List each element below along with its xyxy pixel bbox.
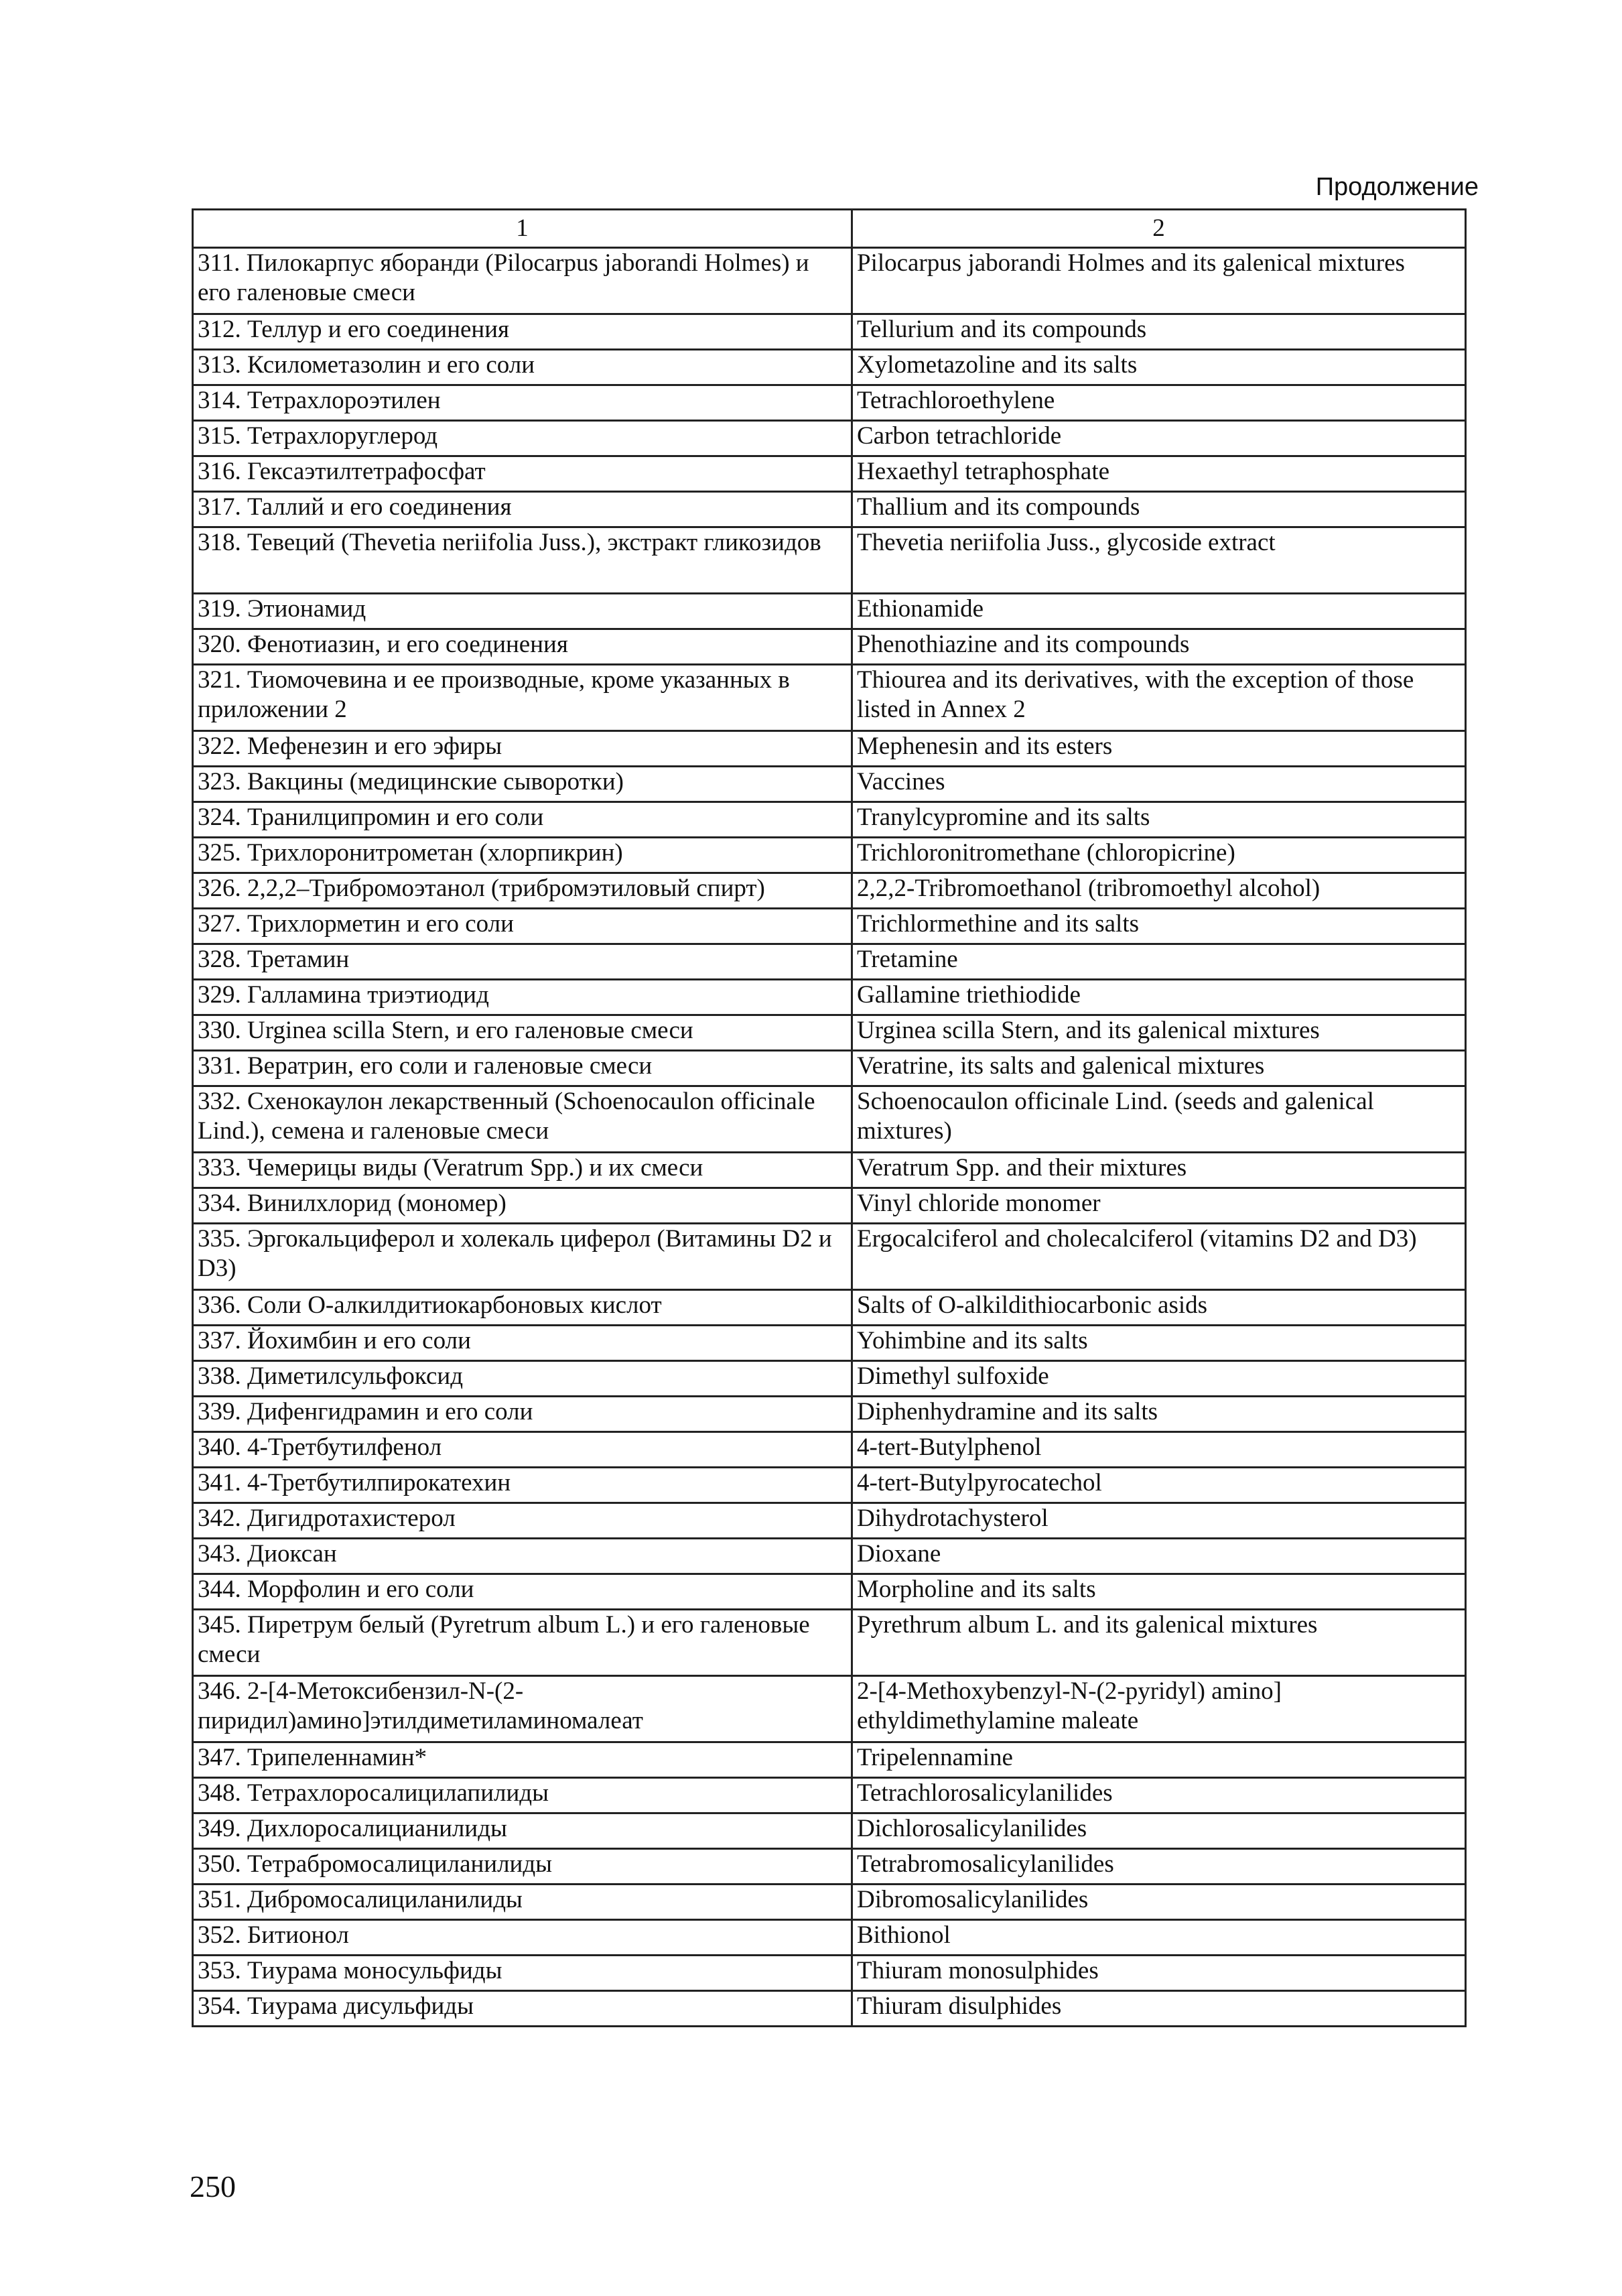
cell-english-name: Thiuram disulphides [852, 1991, 1466, 2027]
page-number: 250 [190, 2169, 236, 2204]
cell-russian-name: 351. Дибромосалициланилиды [193, 1885, 852, 1920]
table-row [193, 248, 1466, 314]
cell-russian-name: 337. Йохимбин и его соли [193, 1326, 852, 1361]
cell-russian-name: 354. Тиурама дисульфиды [193, 1991, 852, 2027]
cell-english-name: Salts of O-alkildithiocarbonic asids [852, 1290, 1466, 1326]
cell-russian-name: 324. Транилципромин и его соли [193, 802, 852, 838]
cell-russian-name: 313. Ксилометазолин и его соли [193, 350, 852, 385]
cell-russian-name: 353. Тиурама моносульфиды [193, 1956, 852, 1991]
cell-russian-name: 317. Таллий и его соединения [193, 492, 852, 527]
cell-english-name: Dihydrotachysterol [852, 1503, 1466, 1539]
table-body [193, 248, 1466, 2027]
cell-russian-name: 322. Мефенезин и его эфиры [193, 731, 852, 767]
cell-english-name: Trichloronitromethane (chloropicrine) [852, 838, 1466, 873]
cell-russian-name: 339. Дифенгидрамин и его соли [193, 1397, 852, 1432]
table-row [193, 385, 1466, 421]
cell-russian-name: 344. Морфолин и его соли [193, 1574, 852, 1610]
cell-english-name: Vaccines [852, 767, 1466, 802]
table-row [193, 492, 1466, 527]
table-row [193, 1326, 1466, 1361]
table-row [193, 1991, 1466, 2027]
cell-english-name: Schoenocaulon officinale Lind. (seeds and galenical mixtures) [852, 1086, 1466, 1153]
cell-russian-name: 350. Тетрабромосалициланилиды [193, 1849, 852, 1885]
cell-english-name: Dioxane [852, 1539, 1466, 1574]
cell-russian-name: 348. Тетрахлоросалицилапилиды [193, 1778, 852, 1813]
cell-russian-name: 323. Вакцины (медицинские сыворотки) [193, 767, 852, 802]
cell-english-name: 4-tert-Butylpyrocatechol [852, 1468, 1466, 1503]
table-row [193, 1188, 1466, 1224]
cell-english-name: Veratrine, its salts and galenical mixtures [852, 1051, 1466, 1086]
table-row [193, 456, 1466, 492]
cell-russian-name: 334. Винилхлорид (мономер) [193, 1188, 852, 1224]
cell-russian-name: 329. Галламина триэтиодид [193, 980, 852, 1015]
cell-english-name: Mephenesin and its esters [852, 731, 1466, 767]
cell-english-name: Ergocalciferol and cholecalciferol (vitamins D2 and D3) [852, 1224, 1466, 1290]
cell-english-name: Hexaethyl tetraphosphate [852, 456, 1466, 492]
table-row [193, 350, 1466, 385]
cell-russian-name: 333. Чемерицы виды (Veratrum Spp.) и их смеси [193, 1153, 852, 1188]
cell-russian-name: 326. 2,2,2–Трибромоэтанол (трибромэтиловый спирт) [193, 873, 852, 909]
table-row [193, 838, 1466, 873]
cell-english-name: Tretamine [852, 944, 1466, 980]
table-row [193, 731, 1466, 767]
cell-english-name: Pyrethrum album L. and its galenical mixtures [852, 1610, 1466, 1676]
table-row [193, 1468, 1466, 1503]
cell-english-name: Carbon tetrachloride [852, 421, 1466, 456]
cell-russian-name: 332. Схенокаулон лекарственный (Schoenocaulon officinale Lind.), семена и галеновые смеси [193, 1086, 852, 1153]
cell-russian-name: 311. Пилокарпус яборанди (Pilocarpus jaborandi Holmes) и его галеновые смеси [193, 248, 852, 314]
table-row [193, 1539, 1466, 1574]
table-row [193, 1503, 1466, 1539]
cell-english-name: Thallium and its compounds [852, 492, 1466, 527]
substances-table [192, 208, 1467, 2027]
cell-english-name: Thiuram monosulphides [852, 1956, 1466, 1991]
cell-russian-name: 335. Эргокальциферол и холекаль циферол (Витамины D2 и D3) [193, 1224, 852, 1290]
table-row [193, 421, 1466, 456]
cell-english-name: Xylometazoline and its salts [852, 350, 1466, 385]
cell-russian-name: 343. Диоксан [193, 1539, 852, 1574]
table-row [193, 1397, 1466, 1432]
table-row [193, 629, 1466, 665]
table-header [193, 210, 1466, 248]
table-row [193, 873, 1466, 909]
table-row [193, 1849, 1466, 1885]
cell-russian-name: 347. Трипеленнамин* [193, 1742, 852, 1778]
cell-russian-name: 316. Гексаэтилтетрафосфат [193, 456, 852, 492]
cell-russian-name: 330. Urginea scilla Stern, и его галеновые смеси [193, 1015, 852, 1051]
cell-russian-name: 352. Битионол [193, 1920, 852, 1956]
cell-english-name: Vinyl chloride monomer [852, 1188, 1466, 1224]
cell-english-name: Morpholine and its salts [852, 1574, 1466, 1610]
cell-english-name: Tripelennamine [852, 1742, 1466, 1778]
cell-english-name: Tetrabromosalicylanilides [852, 1849, 1466, 1885]
column-header-russian: 1 [193, 210, 852, 248]
table-row [193, 1051, 1466, 1086]
cell-english-name: Veratrum Spp. and their mixtures [852, 1153, 1466, 1188]
cell-russian-name: 340. 4-Третбутилфенол [193, 1432, 852, 1468]
table-row [193, 1432, 1466, 1468]
cell-english-name: Tellurium and its compounds [852, 314, 1466, 350]
cell-english-name: Thevetia neriifolia Juss., glycoside extract [852, 527, 1466, 594]
cell-russian-name: 315. Тетрахлоруглерод [193, 421, 852, 456]
table-row [193, 1610, 1466, 1676]
cell-english-name: Tranylcypromine and its salts [852, 802, 1466, 838]
table-row [193, 1015, 1466, 1051]
table-row [193, 1153, 1466, 1188]
table-row [193, 665, 1466, 731]
table-row [193, 1813, 1466, 1849]
cell-russian-name: 336. Соли О-алкилдитиокарбоновых кислот [193, 1290, 852, 1326]
table-row [193, 1361, 1466, 1397]
cell-russian-name: 320. Фенотиазин, и его соединения [193, 629, 852, 665]
table-row [193, 594, 1466, 629]
table-row [193, 1956, 1466, 1991]
cell-english-name: Dibromosalicylanilides [852, 1885, 1466, 1920]
table-row [193, 1778, 1466, 1813]
table-row [193, 1086, 1466, 1153]
table-row [193, 767, 1466, 802]
cell-english-name: 4-tert-Butylphenol [852, 1432, 1466, 1468]
cell-english-name: Dimethyl sulfoxide [852, 1361, 1466, 1397]
cell-russian-name: 342. Дигидротахистерол [193, 1503, 852, 1539]
cell-english-name: Pilocarpus jaborandi Holmes and its galenical mixtures [852, 248, 1466, 314]
table-row [193, 1885, 1466, 1920]
cell-russian-name: 318. Тевеций (Thevetia neriifolia Juss.), экстракт гликозидов [193, 527, 852, 594]
table-row [193, 1676, 1466, 1742]
cell-russian-name: 331. Вератрин, его соли и галеновые смеси [193, 1051, 852, 1086]
cell-russian-name: 338. Диметилсульфоксид [193, 1361, 852, 1397]
header-row [193, 210, 1466, 248]
cell-russian-name: 345. Пиретрум белый (Pyretrum album L.) и его галеновые смеси [193, 1610, 852, 1676]
cell-english-name: Thiourea and its derivatives, with the exception of those listed in Annex 2 [852, 665, 1466, 731]
cell-russian-name: 321. Тиомочевина и ее производные, кроме указанных в приложении 2 [193, 665, 852, 731]
cell-russian-name: 328. Третамин [193, 944, 852, 980]
table-row [193, 944, 1466, 980]
table-row [193, 1742, 1466, 1778]
cell-russian-name: 327. Трихлорметин и его соли [193, 909, 852, 944]
cell-english-name: 2,2,2-Tribromoethanol (tribromoethyl alcohol) [852, 873, 1466, 909]
table-row [193, 527, 1466, 594]
table-row [193, 1290, 1466, 1326]
cell-english-name: Yohimbine and its salts [852, 1326, 1466, 1361]
continuation-label: Продолжение [1315, 173, 1479, 201]
cell-russian-name: 325. Трихлоронитрометан (хлорпикрин) [193, 838, 852, 873]
table-row [193, 980, 1466, 1015]
cell-english-name: Tetrachloroethylene [852, 385, 1466, 421]
cell-russian-name: 312. Теллур и его соединения [193, 314, 852, 350]
table-row [193, 1574, 1466, 1610]
cell-english-name: Tetrachlorosalicylanilides [852, 1778, 1466, 1813]
cell-russian-name: 319. Этионамид [193, 594, 852, 629]
cell-english-name: 2-[4-Methoxybenzyl-N-(2-pyridyl) amino] ethyldimethylamine maleate [852, 1676, 1466, 1742]
column-header-english: 2 [852, 210, 1466, 248]
cell-english-name: Trichlormethine and its salts [852, 909, 1466, 944]
cell-english-name: Gallamine triethiodide [852, 980, 1466, 1015]
cell-english-name: Ethionamide [852, 594, 1466, 629]
cell-russian-name: 314. Тетрахлороэтилен [193, 385, 852, 421]
table-row [193, 802, 1466, 838]
cell-english-name: Diphenhydramine and its salts [852, 1397, 1466, 1432]
cell-english-name: Bithionol [852, 1920, 1466, 1956]
cell-russian-name: 341. 4-Третбутилпирокатехин [193, 1468, 852, 1503]
table-row [193, 1224, 1466, 1290]
table-row [193, 909, 1466, 944]
cell-english-name: Urginea scilla Stern, and its galenical mixtures [852, 1015, 1466, 1051]
table-row [193, 314, 1466, 350]
cell-russian-name: 349. Дихлоросалицианилиды [193, 1813, 852, 1849]
table-row [193, 1920, 1466, 1956]
cell-english-name: Dichlorosalicylanilides [852, 1813, 1466, 1849]
cell-russian-name: 346. 2-[4-Метоксибензил-N-(2-пиридил)амино]этилдиметиламиномалеат [193, 1676, 852, 1742]
cell-english-name: Phenothiazine and its compounds [852, 629, 1466, 665]
